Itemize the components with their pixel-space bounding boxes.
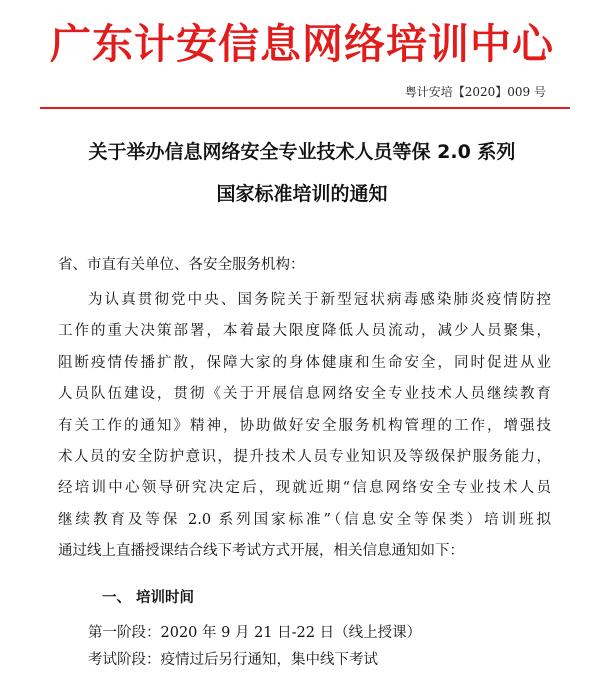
- organization-header: 广东计安信息网络培训中心: [50, 20, 554, 68]
- paragraph-line: 人员队伍建设，贯彻《关于开展信息网络安全专业技术人员继续教育: [58, 386, 551, 402]
- phase-one-schedule: 第一阶段：2020 年 9 月 21 日-22 日（线上授课）: [88, 625, 422, 641]
- document-number: 粤计安培【2020】009 号: [404, 85, 546, 99]
- header-divider: [40, 107, 570, 109]
- paragraph-line: 阻断疫情传播扩散，保障大家的身体健康和生命安全，同时促进从业: [58, 355, 551, 371]
- paragraph-line: 通过线上直播授课结合线下考试方式开展，相关信息通知如下：: [58, 543, 464, 559]
- salutation: 省、市直有关单位、各安全服务机构：: [58, 257, 305, 273]
- document-title-line-1: 关于举办信息网络安全专业技术人员等保 2.0 系列: [88, 141, 516, 163]
- paragraph-line: 经培训中心领导研究决定后，现就近期“信息网络安全专业技术人员: [58, 480, 551, 496]
- paragraph-line: 继续教育及等保 2.0 系列国家标准”（信息安全等保类）培训班拟: [58, 512, 551, 528]
- paragraph-line: 工作的重大决策部署，本着最大限度降低人员流动，减少人员聚集，: [58, 323, 551, 339]
- section-heading-training-time: 一、 培训时间: [102, 590, 195, 606]
- document-title-line-2: 国家标准培训的通知: [216, 183, 388, 205]
- paragraph-line: 术人员的安全防护意识，提升技术人员专业知识及等级保护服务能力，: [58, 449, 551, 465]
- paragraph-line: 有关工作的通知》精神，协助做好安全服务机构管理的工作，增强技: [58, 418, 551, 434]
- paragraph-line: 为认真贯彻党中央、国务院关于新型冠状病毒感染肺炎疫情防控: [88, 292, 551, 308]
- exam-phase-schedule: 考试阶段：疫情过后另行通知，集中线下考试: [88, 652, 378, 668]
